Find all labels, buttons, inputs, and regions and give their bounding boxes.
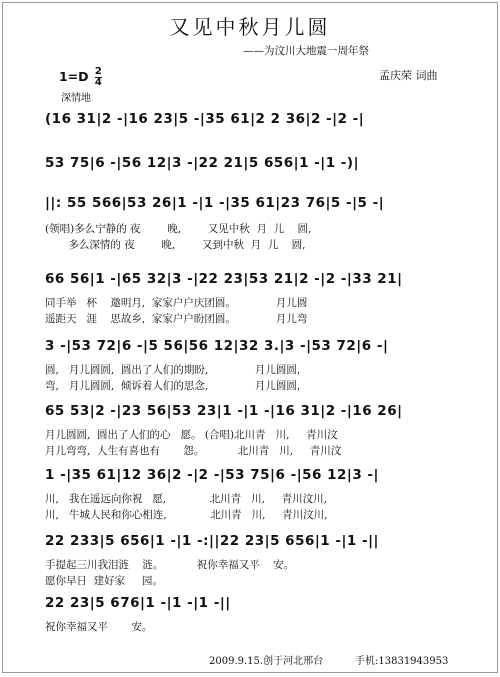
- contact-phone: 手机:13831943953: [355, 656, 449, 667]
- lyric-verse-1: 圆, 月儿圆圆, 圆出了人们的期盼, 月儿圆圆,: [45, 364, 301, 376]
- staff-system-3: [45, 195, 467, 253]
- composition-date: 2009.9.15.创于河北邢台: [209, 656, 324, 667]
- tempo-mark: 深情地: [61, 93, 91, 104]
- notation-line: 65 53|2 -|23 56|53 23|1 -|1 -|16 31|2 -|16 26|: [45, 403, 403, 419]
- staff-system-1: [45, 111, 467, 127]
- staff-system-4: [45, 271, 467, 327]
- notation-line: 66 56|1 -|65 32|3 -|22 23|53 21|2 -|2 -|33 21|: [45, 271, 403, 287]
- staff-system-6: [45, 403, 467, 459]
- notation-line: 53 75|6 -|56 12|3 -|22 21|5 656|1 -|1 -)|: [45, 155, 359, 171]
- lyric-verse-2: 愿你早日 建好家 园。: [45, 575, 163, 587]
- sheet-music-page: [2, 2, 498, 673]
- time-bottom: 4: [94, 77, 102, 88]
- lyric-verse-2: 川, 牛城人民和你心相连, 北川青 川, 青川汶川,: [45, 509, 328, 521]
- staff-system-9: [45, 595, 467, 635]
- key-label: 1=D: [59, 69, 89, 84]
- lyric-verse-1: 川, 我在遥远向你祝 愿, 北川青 川, 青川汶川,: [45, 493, 327, 505]
- song-title: 又见中秋月儿圆: [169, 15, 331, 39]
- song-subtitle: ——为汶川大地震一周年祭: [243, 45, 369, 57]
- staff-system-7: [45, 467, 467, 523]
- lyric-verse-2: 月儿弯弯, 人生有喜也有 怨。 北川青 川, 青川汶: [45, 445, 342, 457]
- key-signature: [59, 67, 102, 88]
- staff-system-5: [45, 338, 467, 394]
- notation-line: 3 -|53 72|6 -|5 56|56 12|32 3.|3 -|53 72|6 -|: [45, 338, 389, 354]
- lyric-verse-1: 月儿圆圆, 圆出了人们的心 愿。 (合唱)北川青 川, 青川汶: [45, 429, 338, 441]
- lyric-verse-2: 弯, 月儿圆圆, 倾诉着人们的思念, 月儿圆圆,: [45, 380, 301, 392]
- credit: 孟庆荣 词曲: [379, 69, 438, 82]
- staff-system-8: [45, 533, 467, 589]
- time-signature: [95, 67, 102, 88]
- notation-line: (16 31|2 -|16 23|5 -|35 61|2 2 36|2 -|2 -|: [45, 111, 365, 127]
- time-top: 2: [94, 66, 102, 77]
- lyric-verse-1: 手提起三川我泪涟 涟。 祝你幸福又平 安。: [45, 559, 295, 571]
- lyric-verse-2: 多么深情的 夜 晚, 又到中秋 月 儿 圆,: [45, 239, 306, 251]
- notation-line: 22 23|5 676|1 -|1 -|1 -||: [45, 595, 231, 611]
- lyric-verse-2: 遥距天 涯 思故乡, 家家户户盼团圆。 月儿弯: [45, 313, 308, 325]
- notation-line: ||: 55 566|53 26|1 -|1 -|35 61|23 76|5 -|5 -|: [45, 195, 385, 211]
- staff-system-2: [45, 155, 467, 171]
- lyric-verse-1: 祝你幸福又平 安。: [45, 621, 153, 633]
- notation-line: 1 -|35 61|12 36|2 -|2 -|53 75|6 -|56 12|3 -|: [45, 467, 379, 483]
- lyric-verse-1: (领唱)多么宁静的 夜 晚, 又见中秋 月 儿 圆,: [45, 223, 312, 235]
- notation-line: 22 233|5 656|1 -|1 -:||22 23|5 656|1 -|1 -||: [45, 533, 379, 549]
- lyric-verse-1: 同手举 杯 邀明月, 家家户户庆团圆。 月儿圆: [45, 297, 308, 309]
